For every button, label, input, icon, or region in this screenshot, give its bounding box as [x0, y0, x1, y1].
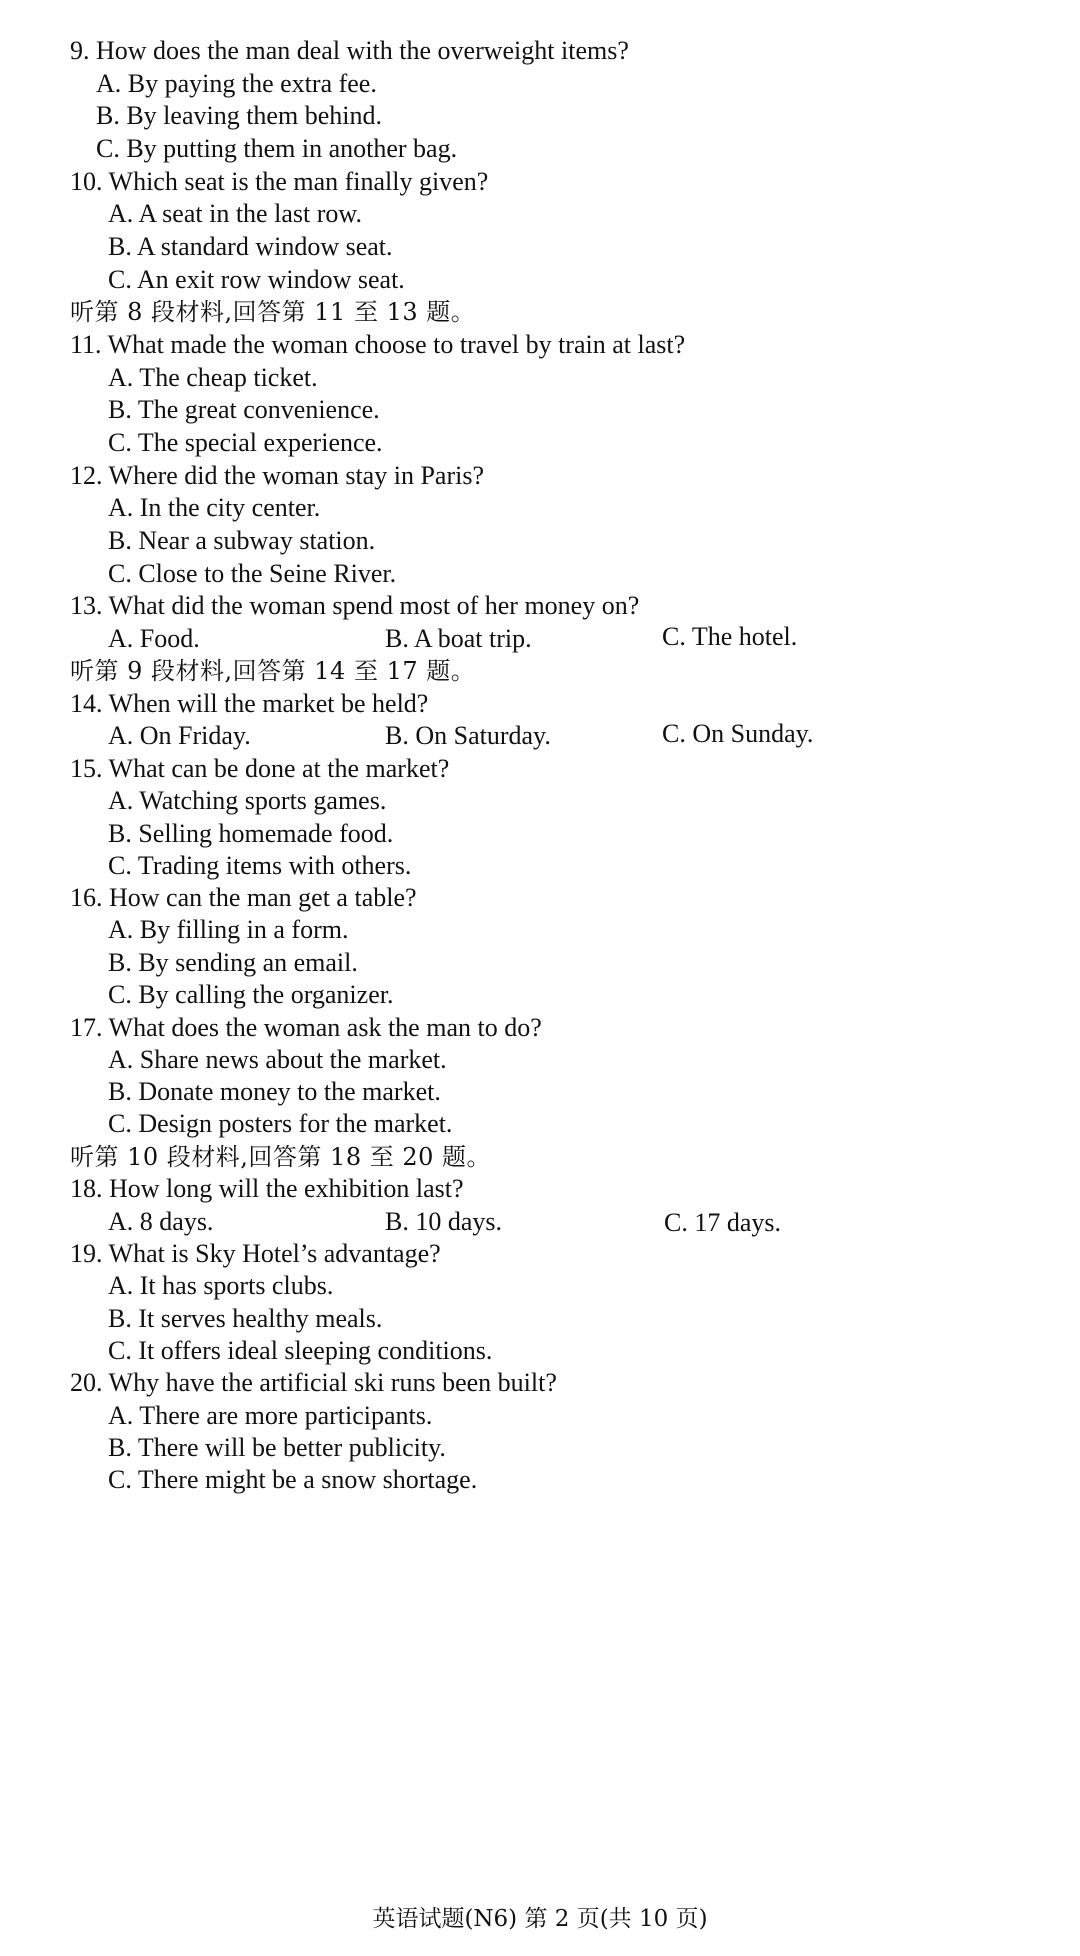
option-15a: A. Watching sports games.	[108, 786, 387, 815]
option-14a: A. On Friday.	[108, 721, 251, 750]
option-14c: C. On Sunday.	[662, 719, 814, 748]
option-11b: B. The great convenience.	[108, 395, 380, 424]
option-19b: B. It serves healthy meals.	[108, 1304, 383, 1333]
option-20a: A. There are more participants.	[108, 1401, 433, 1430]
question-15: 15. What can be done at the market?	[70, 754, 450, 783]
question-20: 20. Why have the artificial ski runs been built?	[70, 1368, 557, 1397]
option-15b: B. Selling homemade food.	[108, 819, 394, 848]
option-12b: B. Near a subway station.	[108, 526, 376, 555]
question-18: 18. How long will the exhibition last?	[70, 1174, 464, 1203]
question-13: 13. What did the woman spend most of her money on?	[70, 591, 640, 620]
option-11c: C. The special experience.	[108, 428, 383, 457]
option-19a: A. It has sports clubs.	[108, 1271, 334, 1300]
option-12a: A. In the city center.	[108, 493, 321, 522]
section-heading-8: 听第 8 段材料,回答第 11 至 13 题。	[70, 298, 476, 326]
option-17a: A. Share news about the market.	[108, 1045, 447, 1074]
option-11a: A. The cheap ticket.	[108, 363, 318, 392]
option-19c: C. It offers ideal sleeping conditions.	[108, 1336, 493, 1365]
option-18a: A. 8 days.	[108, 1207, 214, 1236]
option-13b: B. A boat trip.	[385, 624, 532, 653]
option-13c: C. The hotel.	[662, 622, 798, 651]
section-heading-9: 听第 9 段材料,回答第 14 至 17 题。	[70, 657, 476, 685]
option-9a: A. By paying the extra fee.	[96, 69, 377, 98]
option-16c: C. By calling the organizer.	[108, 980, 394, 1009]
option-9b: B. By leaving them behind.	[96, 101, 382, 130]
page-footer: 英语试题(N6) 第 2 页(共 10 页)	[372, 1906, 708, 1932]
option-20b: B. There will be better publicity.	[108, 1433, 446, 1462]
question-17: 17. What does the woman ask the man to do?	[70, 1013, 542, 1042]
question-16: 16. How can the man get a table?	[70, 883, 417, 912]
option-16b: B. By sending an email.	[108, 948, 358, 977]
question-19: 19. What is Sky Hotel’s advantage?	[70, 1239, 441, 1268]
question-9: 9. How does the man deal with the overweight items?	[70, 36, 629, 65]
question-14: 14. When will the market be held?	[70, 689, 429, 718]
option-17c: C. Design posters for the market.	[108, 1109, 453, 1138]
option-10c: C. An exit row window seat.	[108, 265, 405, 294]
question-10: 10. Which seat is the man finally given?	[70, 167, 489, 196]
question-12: 12. Where did the woman stay in Paris?	[70, 461, 484, 490]
option-10a: A. A seat in the last row.	[108, 199, 362, 228]
option-17b: B. Donate money to the market.	[108, 1077, 441, 1106]
option-14b: B. On Saturday.	[385, 721, 551, 750]
option-20c: C. There might be a snow shortage.	[108, 1465, 478, 1494]
option-13a: A. Food.	[108, 624, 200, 653]
option-18c: C. 17 days.	[664, 1208, 781, 1237]
question-11: 11. What made the woman choose to travel by train at last?	[70, 330, 686, 359]
option-12c: C. Close to the Seine River.	[108, 559, 397, 588]
option-18b: B. 10 days.	[385, 1207, 502, 1236]
option-10b: B. A standard window seat.	[108, 232, 393, 261]
option-16a: A. By filling in a form.	[108, 915, 349, 944]
option-9c: C. By putting them in another bag.	[96, 134, 458, 163]
option-15c: C. Trading items with others.	[108, 851, 412, 880]
section-heading-10: 听第 10 段材料,回答第 18 至 20 题。	[70, 1143, 492, 1171]
